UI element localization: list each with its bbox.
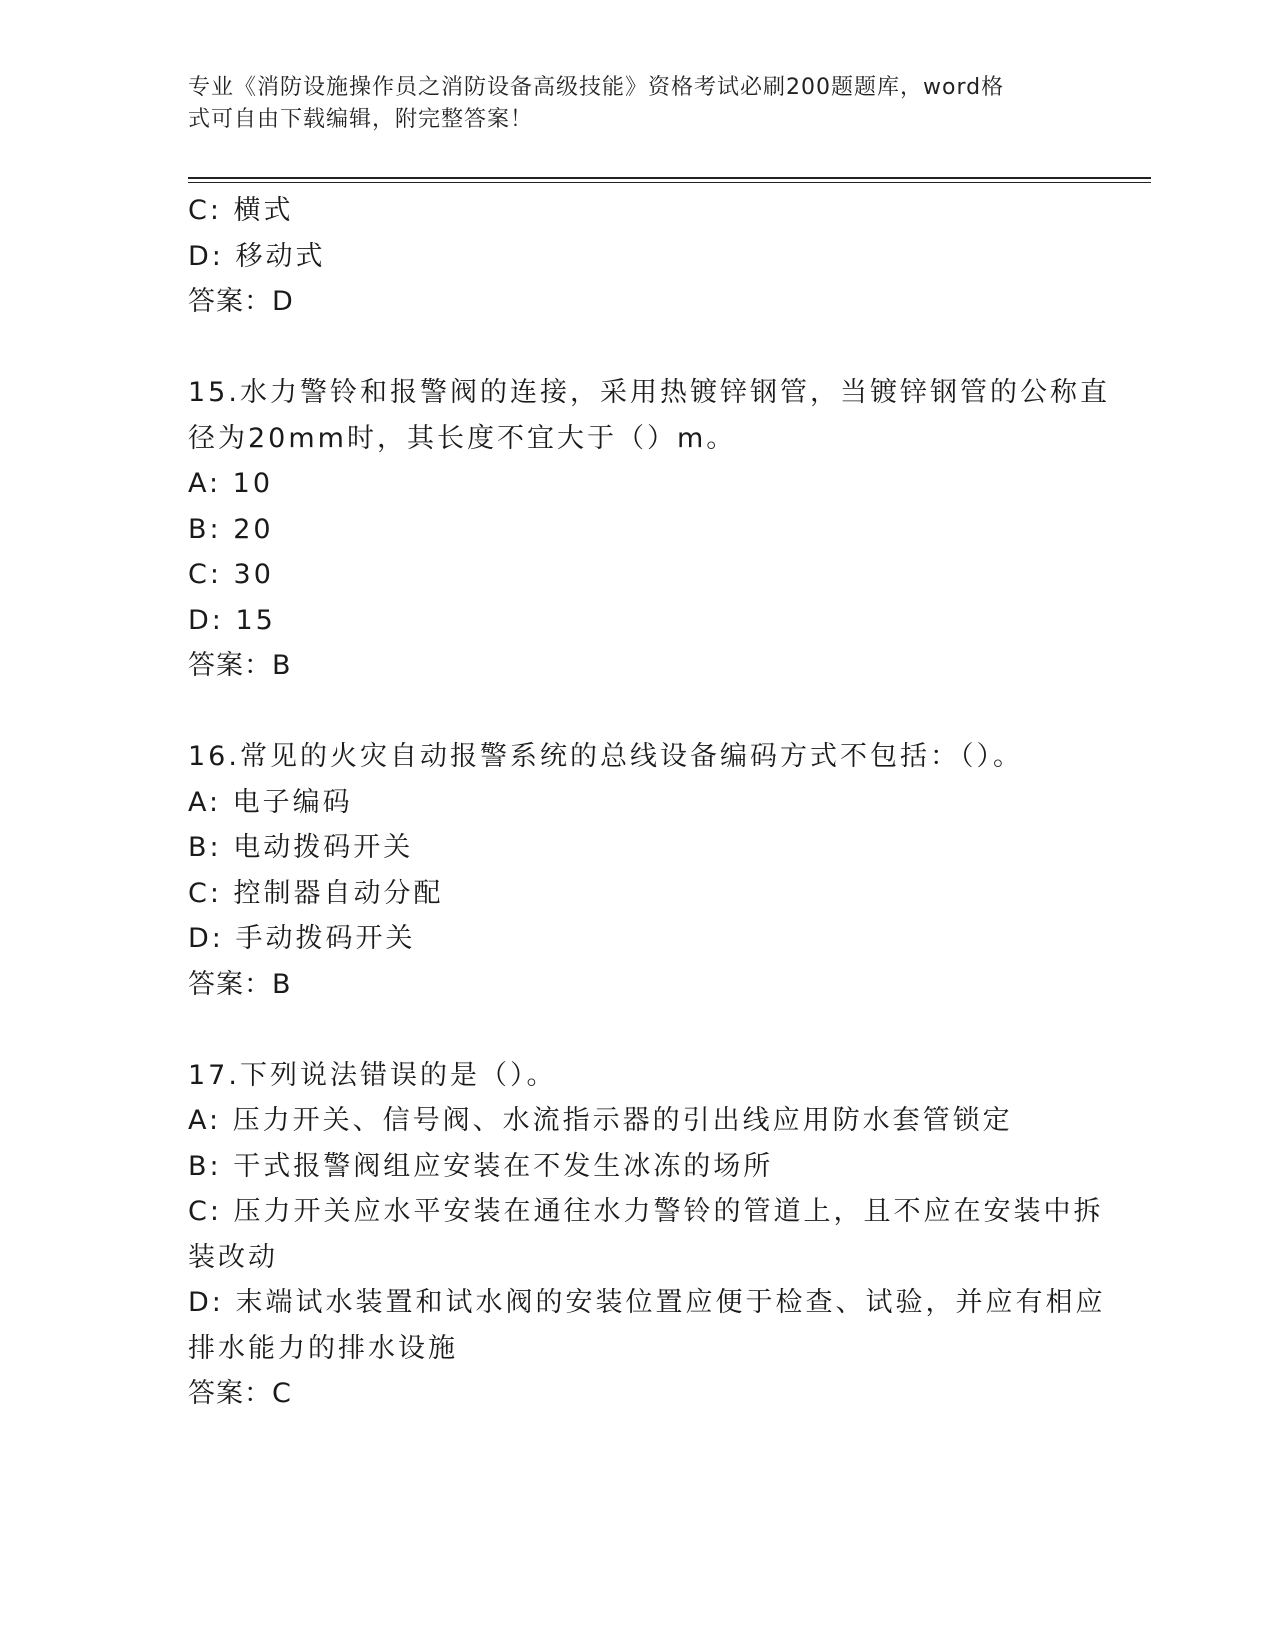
option-d: D: 15 <box>188 604 276 636</box>
option-d: D: 手动拨码开关 <box>188 923 416 954</box>
spacer <box>188 1007 1088 1053</box>
option-d: D: 末端试水装置和试水阀的安装位置应便于检查、试验，并应有相应 <box>188 1287 1106 1318</box>
option-c: C: 控制器自动分配 <box>188 877 444 909</box>
option-c-continued: 装改动 <box>188 1241 278 1273</box>
option-b: B: 20 <box>188 513 274 545</box>
option-b: B: 干式报警阀组应安装在不发生冰冻的场所 <box>188 1150 774 1182</box>
question-17 <box>188 1053 1106 1417</box>
header-rule-thin <box>188 182 1151 183</box>
answer-line: 答案：C <box>188 1378 292 1409</box>
spacer <box>188 325 1088 371</box>
continued-question <box>188 188 1088 325</box>
answer-line: 答案：B <box>188 650 292 681</box>
option-a: A: 电子编码 <box>188 786 353 818</box>
spacer <box>188 689 1088 735</box>
answer-line: 答案：B <box>188 968 292 1000</box>
option-d-continued: 排水能力的排水设施 <box>188 1332 458 1364</box>
question-stem: 16.常见的火灾自动报警系统的总线设备编码方式不包括：（）。 <box>188 741 1023 772</box>
question-stem: 15.水力警铃和报警阀的连接，采用热镀锌钢管，当镀锌钢管的公称直 <box>188 377 1110 408</box>
option-d: D: 移动式 <box>188 240 326 272</box>
answer-line: 答案：D <box>188 286 294 317</box>
page-header <box>188 72 1068 136</box>
option-c: C: 30 <box>188 559 274 590</box>
question-stem: 17.下列说法错误的是（）。 <box>188 1059 557 1091</box>
header-rule-thick <box>188 177 1151 179</box>
option-a: A: 10 <box>188 468 274 499</box>
question-16 <box>188 734 1088 1007</box>
header-line-1: 专业《消防设施操作员之消防设备高级技能》资格考试必刷200题题库，word格 <box>188 75 1005 100</box>
option-b: B: 电动拨码开关 <box>188 832 414 863</box>
header-line-2: 式可自由下载编辑，附完整答案！ <box>188 107 534 132</box>
option-a: A: 压力开关、信号阀、水流指示器的引出线应用防水套管锁定 <box>188 1105 1013 1136</box>
question-content <box>188 188 1110 1417</box>
option-c: C: 压力开关应水平安装在通往水力警铃的管道上，且不应在安装中拆 <box>188 1196 1104 1227</box>
question-stem: 径为20mm时，其长度不宜大于（）m。 <box>188 422 737 454</box>
question-15 <box>188 370 1110 689</box>
option-c: C: 横式 <box>188 195 294 226</box>
